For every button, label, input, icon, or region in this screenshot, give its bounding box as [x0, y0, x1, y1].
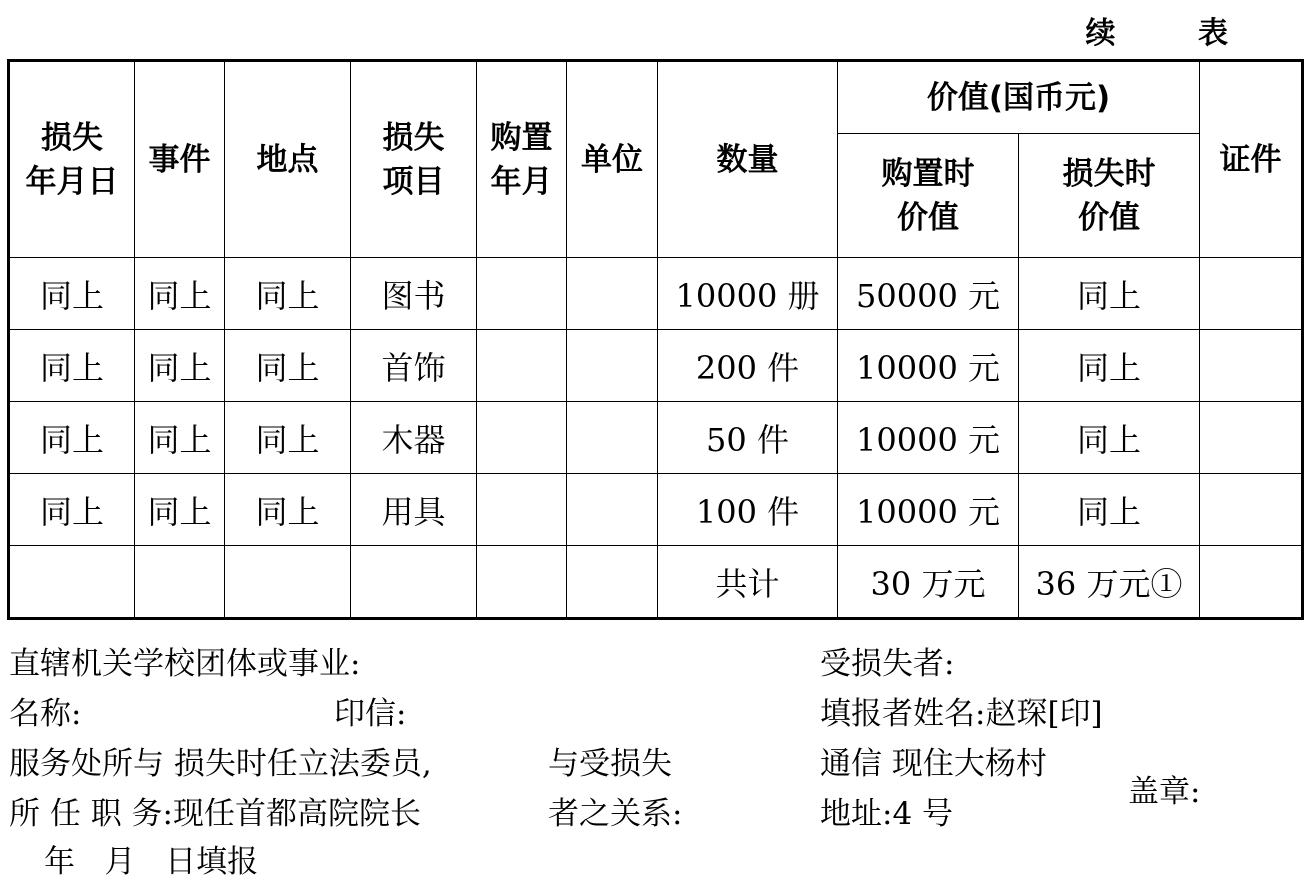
footer-victim-label: 受损失者: [820, 646, 955, 682]
cell-unit [567, 474, 658, 546]
cell-date: 同上 [9, 402, 135, 474]
cell-empty [225, 546, 351, 619]
header-loss-item: 损失 项目 [351, 61, 477, 258]
table-row [9, 258, 1303, 330]
cell-certificate [1200, 330, 1303, 402]
cell-event: 同上 [135, 402, 225, 474]
table-row [9, 330, 1303, 402]
cell-place: 同上 [225, 474, 351, 546]
header-value-group: 价值(国币元) [838, 61, 1200, 134]
cell-quantity: 100 件 [658, 474, 838, 546]
footer-relation-label-2: 者之关系: [548, 796, 683, 832]
cell-empty [9, 546, 135, 619]
cell-event: 同上 [135, 474, 225, 546]
cell-empty [1200, 546, 1303, 619]
header-purchase-date: 购置 年月 [477, 61, 567, 258]
header-place: 地点 [225, 61, 351, 258]
cell-quantity: 50 件 [658, 402, 838, 474]
cell-purchase-date [477, 330, 567, 402]
cell-purchase-date [477, 474, 567, 546]
loss-report-table [7, 59, 1304, 620]
cell-item: 用具 [351, 474, 477, 546]
header-quantity: 数量 [658, 61, 838, 258]
total-loss-value: 36 万元① [1019, 546, 1200, 619]
header-value-at-loss: 损失时 价值 [1019, 134, 1200, 258]
cell-purchase-date [477, 402, 567, 474]
header-event: 事件 [135, 61, 225, 258]
footer-name-label: 名称: [9, 696, 82, 732]
cell-empty [567, 546, 658, 619]
footer-workplace-label: 服务处所与 损失时任立法委员, [9, 746, 432, 782]
header-value-at-purchase: 购置时 价值 [838, 134, 1019, 258]
cell-empty [351, 546, 477, 619]
continued-table-label: 续 表 [1085, 16, 1264, 51]
footer-fill-date: 年 月 日填报 [44, 844, 259, 880]
total-purchase-value: 30 万元 [838, 546, 1019, 619]
cell-certificate [1200, 402, 1303, 474]
cell-event: 同上 [135, 330, 225, 402]
cell-purchase-value: 10000 元 [838, 402, 1019, 474]
cell-purchase-value: 10000 元 [838, 330, 1019, 402]
header-loss-date: 损失 年月日 [9, 61, 135, 258]
cell-unit [567, 330, 658, 402]
cell-unit [567, 402, 658, 474]
footer-reporter-name: 填报者姓名:赵琛[印] [820, 696, 1103, 732]
header-certificate: 证件 [1200, 61, 1303, 258]
cell-quantity: 200 件 [658, 330, 838, 402]
table-row [9, 474, 1303, 546]
cell-purchase-value: 10000 元 [838, 474, 1019, 546]
cell-date: 同上 [9, 330, 135, 402]
cell-place: 同上 [225, 258, 351, 330]
total-label: 共计 [658, 546, 838, 619]
header-unit: 单位 [567, 61, 658, 258]
cell-loss-value: 同上 [1019, 474, 1200, 546]
cell-event: 同上 [135, 258, 225, 330]
cell-empty [477, 546, 567, 619]
cell-place: 同上 [225, 330, 351, 402]
table-row [9, 402, 1303, 474]
cell-place: 同上 [225, 402, 351, 474]
cell-date: 同上 [9, 258, 135, 330]
cell-date: 同上 [9, 474, 135, 546]
cell-loss-value: 同上 [1019, 258, 1200, 330]
cell-unit [567, 258, 658, 330]
footer-address-line1: 通信 现住大杨村 [820, 746, 1047, 782]
cell-loss-value: 同上 [1019, 402, 1200, 474]
cell-quantity: 10000 册 [658, 258, 838, 330]
cell-certificate [1200, 258, 1303, 330]
total-row [9, 546, 1303, 619]
cell-loss-value: 同上 [1019, 330, 1200, 402]
cell-purchase-date [477, 258, 567, 330]
footer-relation-label-1: 与受损失 [548, 746, 672, 782]
cell-item: 图书 [351, 258, 477, 330]
cell-purchase-value: 50000 元 [838, 258, 1019, 330]
cell-empty [135, 546, 225, 619]
cell-item: 木器 [351, 402, 477, 474]
cell-item: 首饰 [351, 330, 477, 402]
footer-stamp-label: 盖章: [1128, 774, 1201, 810]
cell-certificate [1200, 474, 1303, 546]
footer-address-line2: 地址:4 号 [820, 796, 954, 832]
footer-position-label: 所 任 职 务:现任首都高院院长 [9, 796, 422, 832]
footer-seal-label: 印信: [334, 696, 407, 732]
footer-agency-label: 直辖机关学校团体或事业: [9, 646, 361, 682]
